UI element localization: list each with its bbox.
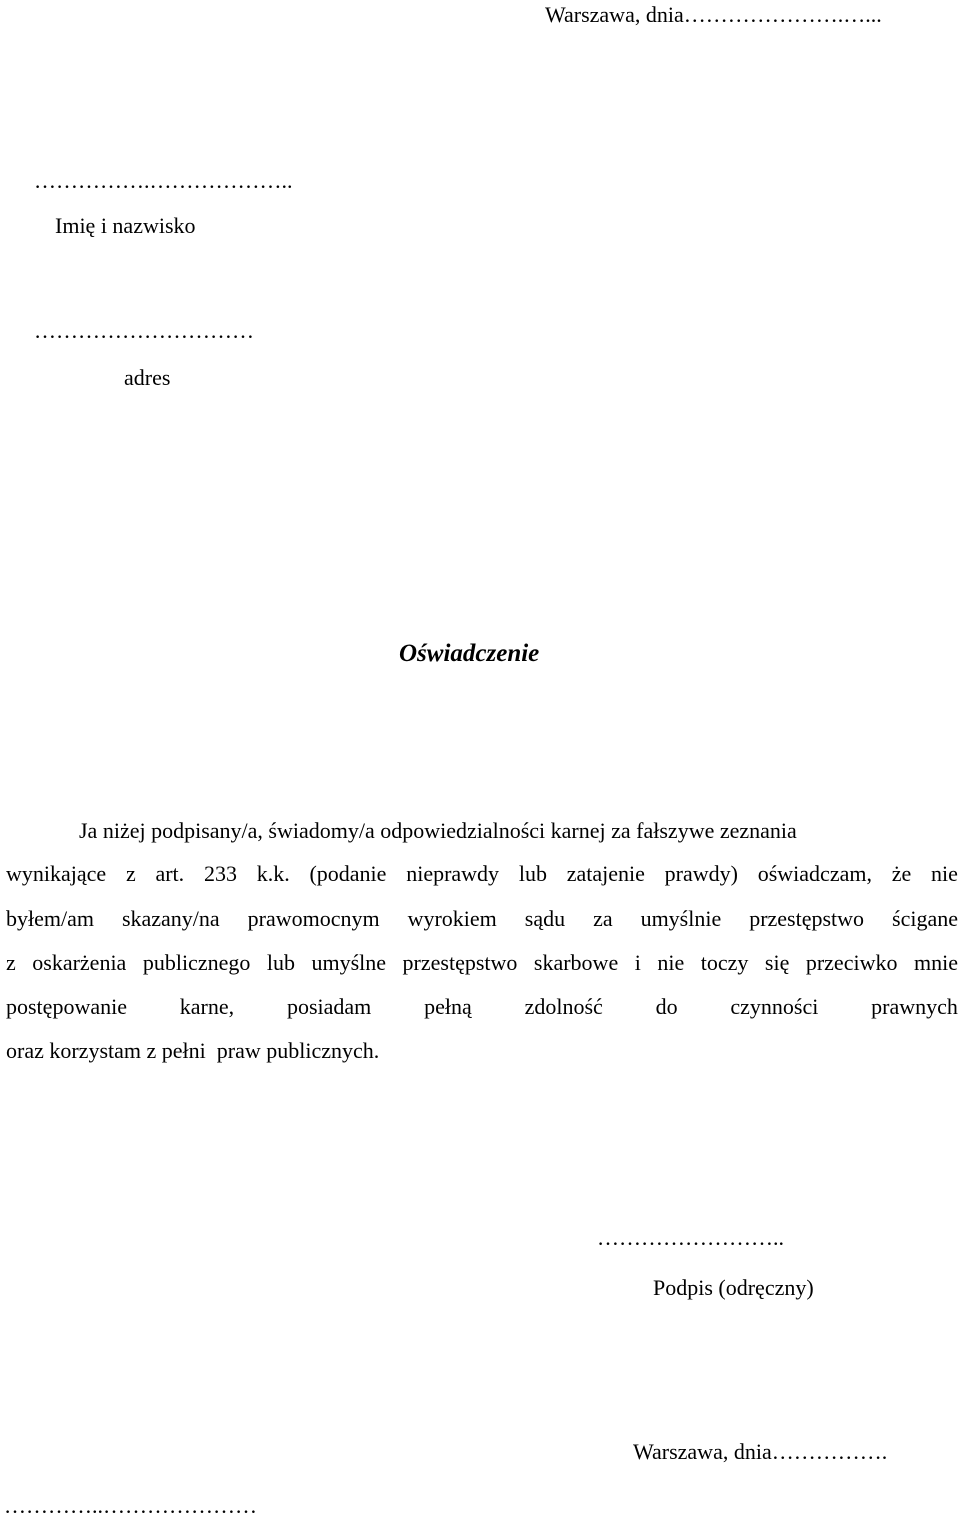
- signature-dots: ……………………..: [597, 1225, 784, 1250]
- body-word: czynności: [730, 994, 819, 1019]
- body-word: wynikające: [6, 861, 107, 886]
- body-word: przeciwko: [805, 950, 898, 975]
- body-word: że: [891, 861, 912, 886]
- body-word: sądu: [524, 906, 566, 931]
- body-word: mnie: [913, 950, 958, 975]
- body-line-2: [6, 863, 958, 885]
- body-line-1: Ja niżej podpisany/a, świadomy/a odpowiedzialności karnej za fałszywe zeznania: [79, 818, 797, 843]
- body-word: ścigane: [892, 906, 958, 931]
- name-label: Imię i nazwisko: [55, 213, 196, 238]
- body-word: zdolność: [524, 994, 603, 1019]
- body-word: przestępstwo: [749, 906, 865, 931]
- body-word: publicznego: [142, 950, 251, 975]
- body-word: zatajenie: [566, 861, 645, 886]
- address-label: adres: [124, 365, 171, 390]
- body-word: oskarżenia: [32, 950, 127, 975]
- body-word: się: [764, 950, 790, 975]
- body-word: posiadam: [286, 994, 372, 1019]
- body-word: nie: [657, 950, 685, 975]
- document-title: Oświadczenie: [399, 640, 540, 667]
- body-word: toczy: [700, 950, 749, 975]
- body-word: z: [6, 950, 16, 975]
- body-word: nie: [931, 861, 958, 886]
- body-line-5: [6, 996, 958, 1018]
- body-word: skazany/na: [121, 906, 220, 931]
- body-word: karne,: [179, 994, 235, 1019]
- body-word: umyślne: [311, 950, 387, 975]
- body-word: za: [593, 906, 613, 931]
- footer-place-date: Warszawa, dnia…………….: [633, 1439, 888, 1464]
- name-dots: …………….………………..: [34, 168, 293, 193]
- body-word: wyrokiem: [407, 906, 497, 931]
- body-word: prawnych: [871, 994, 958, 1019]
- address-dots: …………………………: [34, 318, 254, 343]
- body-word: k.k.: [256, 861, 290, 886]
- body-word: (podanie: [309, 861, 387, 886]
- body-word: nieprawdy: [406, 861, 500, 886]
- body-word: lub: [266, 950, 295, 975]
- body-word: z: [125, 861, 136, 886]
- body-word: lub: [518, 861, 547, 886]
- body-word: prawdy): [664, 861, 738, 886]
- body-word: umyślnie: [640, 906, 722, 931]
- footer-dots: …………..…………………: [4, 1493, 257, 1518]
- body-word: i: [634, 950, 641, 975]
- body-word: oświadczam,: [757, 861, 872, 886]
- body-word: byłem/am: [6, 906, 94, 931]
- body-word: postępowanie: [6, 994, 127, 1019]
- header-place-date: Warszawa, dnia………………….…...: [545, 2, 882, 27]
- body-word: 233: [203, 861, 237, 886]
- body-word: do: [655, 994, 678, 1019]
- body-word: prawomocnym: [247, 906, 380, 931]
- body-word: pełną: [424, 994, 472, 1019]
- body-line-4: [6, 952, 958, 974]
- body-word: skarbowe: [533, 950, 619, 975]
- body-line-6: oraz korzystam z pełni praw publicznych.: [6, 1038, 380, 1063]
- body-word: przestępstwo: [402, 950, 518, 975]
- signature-label: Podpis (odręczny): [653, 1275, 814, 1300]
- body-word: art.: [155, 861, 185, 886]
- body-line-3: [6, 908, 958, 930]
